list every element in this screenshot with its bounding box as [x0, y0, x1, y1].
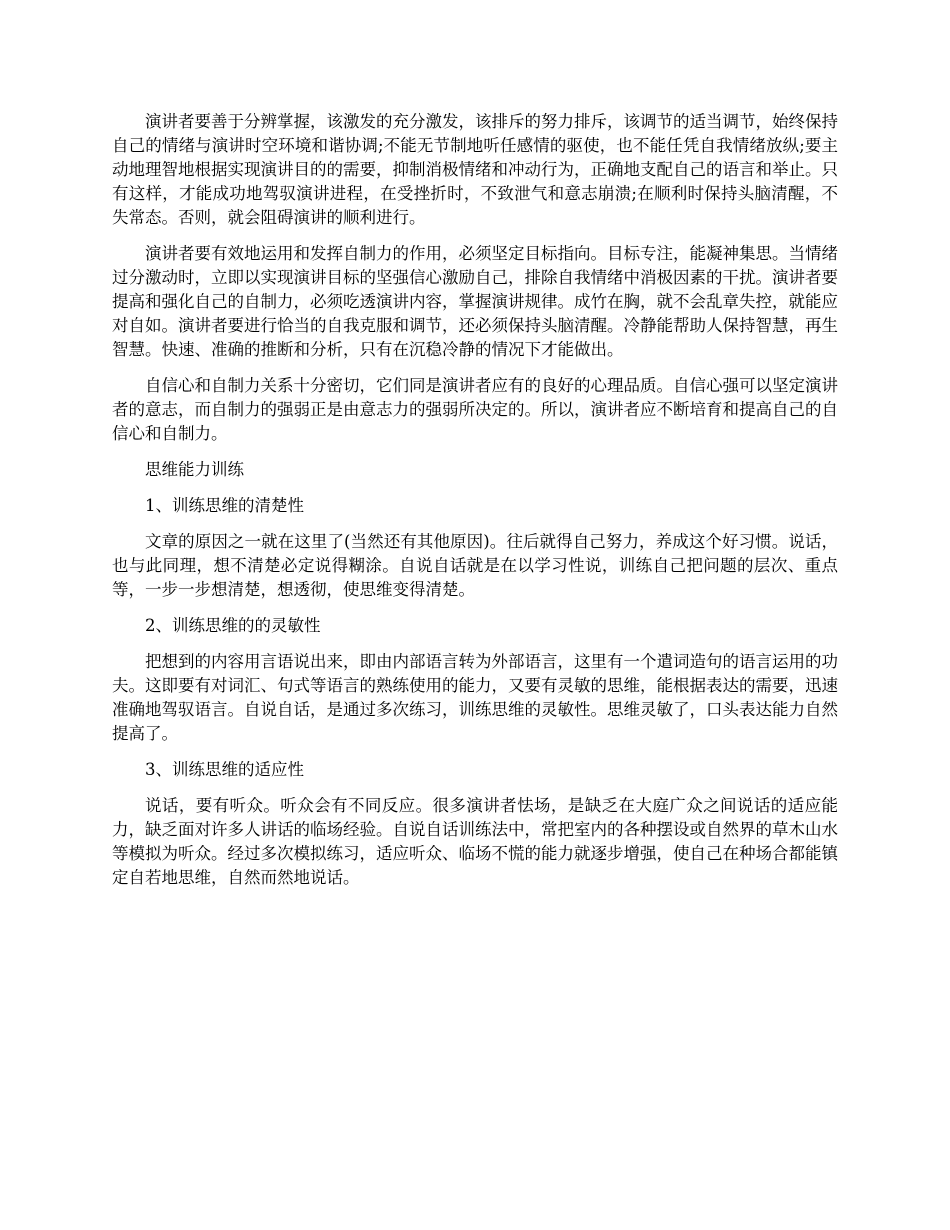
subheading-agility: 2、训练思维的的灵敏性	[145, 616, 321, 635]
paragraph-agility: 把想到的内容用言语说出来，即由内部语言转为外部语言，这里有一个遣词造句的语言运用的功夫。这即要有对词汇、句式等语言的熟练使用的能力，又要有灵敏的思维，能根据表达的需要，迅速准确地驾驭语言。自说自话，是通过多次练习，训练思维的灵敏性。思维灵敏了，口头表达能力自然提高了。	[112, 652, 838, 743]
paragraph-emotion-control: 演讲者要善于分辨掌握，该激发的充分激发，该排斥的努力排斥，该调节的适当调节，始终保持自己的情绪与演讲时空环境和谐协调;不能无节制地听任感情的驱使，也不能任凭自我情绪放纵;要主动地理智地根据实现演讲目的的需要，抑制消极情绪和冲动行为，正确地支配自己的语言和举止。只有这样，才能成功地驾驭演讲进程，在受挫折时，不致泄气和意志崩溃;在顺利时保持头脑清醒，不失常态。否则，就会阻碍演讲的顺利进行。	[112, 112, 838, 227]
paragraph-self-control: 演讲者要有效地运用和发挥自制力的作用，必须坚定目标指向。目标专注，能凝神集思。当情绪过分激动时，立即以实现演讲目标的坚强信心激励自己，排除自我情绪中消极因素的干扰。演讲者要提高和强化自己的自制力，必须吃透演讲内容，掌握演讲规律。成竹在胸，就不会乱章失控，就能应对自如。演讲者要进行恰当的自我克服和调节，还必须保持头脑清醒。冷静能帮助人保持智慧，再生智慧。快速、准确的推断和分析，只有在沉稳冷静的情况下才能做出。	[112, 244, 838, 359]
subheading-clarity: 1、训练思维的清楚性	[145, 496, 304, 515]
document-page	[112, 110, 838, 902]
paragraph-clarity: 文章的原因之一就在这里了(当然还有其他原因)。往后就得自己努力，养成这个好习惯。说话，也与此同理，想不清楚必定说得糊涂。自说自话就是在以学习性说，训练自己把问题的层次、重点等，一步一步想清楚，想透彻，使思维变得清楚。	[112, 532, 838, 599]
paragraph-confidence: 自信心和自制力关系十分密切，它们同是演讲者应有的良好的心理品质。自信心强可以坚定演讲者的意志，而自制力的强弱正是由意志力的强弱所决定的。所以，演讲者应不断培育和提高自己的自信心和自制力。	[112, 376, 838, 443]
section-heading-thinking-training: 思维能力训练	[145, 460, 244, 479]
paragraph-adaptability: 说话，要有听众。听众会有不同反应。很多演讲者怯场，是缺乏在大庭广众之间说话的适应能力，缺乏面对许多人讲话的临场经验。自说自话训练法中，常把室内的各种摆设或自然界的草木山水等模拟为听众。经过多次模拟练习，适应听众、临场不慌的能力就逐步增强，使自己在种场合都能镇定自若地思维，自然而然地说话。	[112, 796, 838, 887]
subheading-adaptability: 3、训练思维的适应性	[145, 760, 304, 779]
